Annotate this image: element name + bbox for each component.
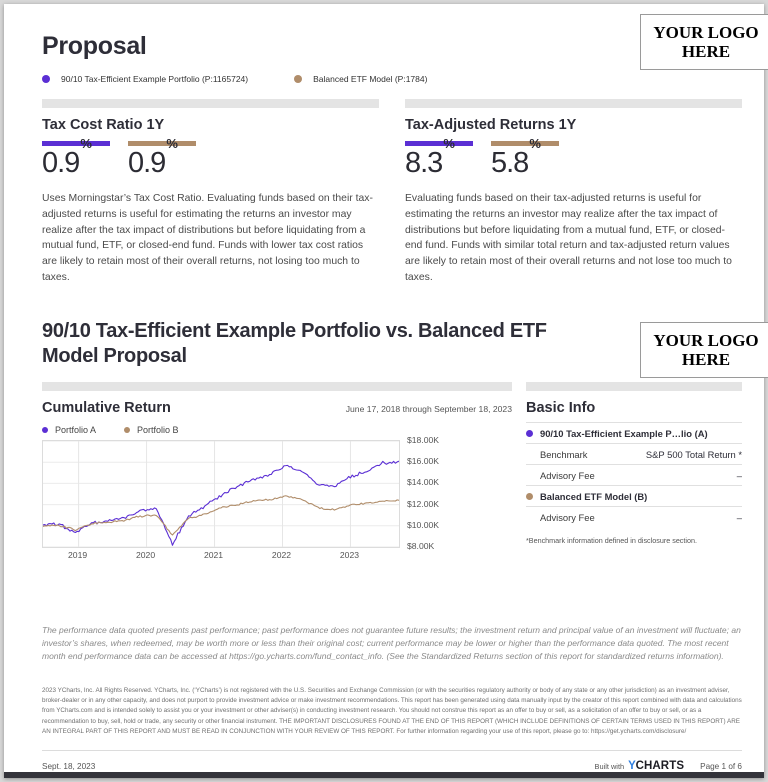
metrics-row bbox=[42, 99, 742, 286]
chart-line-portfolio-a bbox=[43, 461, 399, 545]
y-axis-tick-label: $14.00K bbox=[407, 477, 440, 488]
accent-bar-a bbox=[405, 141, 473, 146]
section-divider-bar bbox=[526, 382, 742, 391]
plot-area bbox=[42, 435, 512, 560]
basic-info-value: S&P 500 Total Return * bbox=[645, 449, 742, 460]
page-title: Proposal bbox=[42, 32, 147, 60]
y-axis-tick-label: $12.00K bbox=[407, 498, 440, 509]
logo-line-2: HERE bbox=[681, 350, 731, 369]
legend-dot-icon bbox=[294, 75, 302, 83]
chart-svg bbox=[43, 441, 399, 547]
legend-dot-icon bbox=[124, 427, 130, 433]
metric-number-a: 8.3 bbox=[405, 147, 443, 179]
ycharts-wordmark: CHARTS bbox=[635, 760, 685, 772]
chart-line-portfolio-b bbox=[43, 496, 399, 535]
metric-value-a bbox=[405, 135, 491, 179]
ycharts-logo-icon: Y bbox=[628, 760, 636, 772]
chart-date-range: June 17, 2018 through September 18, 2023 bbox=[345, 404, 512, 414]
metric-number-b: 5.8 bbox=[491, 147, 529, 179]
footer-divider bbox=[42, 750, 742, 751]
x-axis-tick-label: 2023 bbox=[339, 550, 360, 560]
chart-legend bbox=[42, 425, 512, 440]
logo-line-2: HERE bbox=[681, 42, 731, 61]
basic-info-panel bbox=[526, 382, 742, 548]
metric-unit-a: % bbox=[443, 135, 454, 151]
basic-info-value: – bbox=[736, 512, 742, 523]
logo-placeholder-top bbox=[640, 14, 768, 70]
legend-item bbox=[294, 74, 427, 84]
chart-legend-label: Portfolio B bbox=[137, 425, 179, 435]
cumulative-return-chart bbox=[42, 382, 512, 560]
basic-info-label: Balanced ETF Model (B) bbox=[540, 491, 648, 502]
metric-value-b bbox=[491, 135, 577, 179]
legal-disclaimer: 2023 YCharts, Inc. All Rights Reserved. YCharts, Inc. (‘YCharts’) is not registered with the U.S. Securities and Exchange Commission (or with the securities regulatory authority or body of any state or any other jurisdiction) as an investment adviser, broker-dealer or in any other capacity, and does not purport to provide investment advice or make investment recommendations. This report has been generated using data manually input by the creator of this report combined with data and calculations from YCharts.com and is intended solely to assist you or your investment or other adviser(s) in conducting investment research. You should not construe this report as an offer to buy or sell, as a solicitation of an offer to buy or sell, or as a recommendation to buy, sell, hold or trade, any security or other financial instrument. THE IMPORTANT DISCLOSURES FOUND AT THE END OF THIS REPORT (WHICH INCLUDE DEFINITIONS OF CERTAIN TERMS USED IN THIS REPORT) ARE AN INTEGRAL PART OF THIS REPORT AND MUST BE READ IN CONJUNCTION WITH YOUR REVIEW OF THIS REPORT. For further information regarding your use of this report, please go to: https://get.ycharts.com/disclosure/ bbox=[42, 687, 742, 735]
section-divider-bar bbox=[405, 99, 742, 108]
x-axis-tick-label: 2020 bbox=[136, 550, 156, 560]
x-axis-tick-label: 2022 bbox=[271, 550, 292, 560]
basic-info-label: 90/10 Tax-Efficient Example P…lio (A) bbox=[540, 428, 708, 439]
basic-info-group-row bbox=[526, 422, 742, 443]
legend-dot-icon bbox=[42, 427, 48, 433]
basic-info-value: – bbox=[736, 470, 742, 481]
metric-value-b bbox=[128, 135, 214, 179]
basic-info-label: Advisory Fee bbox=[540, 512, 595, 523]
logo-placeholder-chart bbox=[640, 322, 768, 378]
x-axis-tick-label: 2019 bbox=[68, 550, 88, 560]
metric-number-b: 0.9 bbox=[128, 147, 166, 179]
metric-title: Tax Cost Ratio 1Y bbox=[42, 117, 165, 133]
chart-section bbox=[42, 382, 742, 560]
metric-unit-b: % bbox=[166, 135, 177, 151]
y-axis-tick-label: $10.00K bbox=[407, 519, 440, 530]
basic-info-label: Benchmark bbox=[540, 449, 588, 460]
section-divider-bar bbox=[42, 382, 512, 391]
metric-title: Tax-Adjusted Returns 1Y bbox=[405, 117, 577, 133]
legend-dot-icon bbox=[526, 493, 533, 500]
logo-line-1: YOUR LOGO bbox=[653, 22, 759, 42]
basic-info-row bbox=[526, 464, 742, 485]
legend-dot-icon bbox=[42, 75, 50, 83]
metric-description: Evaluating funds based on their tax-adjusted returns is useful for estimating the returns an investor may realize after the tax impact of distributions but before liquidating from a mutual fund, ETF, or closed-end fund. Funds with similar total return and tax-adjusted return values are likely to retain most of their overall returns and not lose too much to taxes. bbox=[405, 193, 732, 284]
chart-legend-label: Portfolio A bbox=[55, 425, 97, 435]
section-title: 90/10 Tax-Efficient Example Portfolio vs. Balanced ETF Model Proposal bbox=[42, 320, 547, 367]
metric-description: Uses Morningstar’s Tax Cost Ratio. Evaluating funds based on their tax-adjusted returns is useful for estimating the returns an investor may realize after the tax impact of distributions but before liquidating from a mutual fund, ETF, or closed-end fund. Funds with lower tax cost ratios are likely to retain most of their overall returns, not losing too much to taxes. bbox=[42, 193, 373, 284]
built-with-label: Built with bbox=[594, 762, 625, 771]
metric-number-a: 0.9 bbox=[42, 147, 80, 179]
performance-disclaimer: The performance data quoted presents past performance; past performance does not guarantee future results; the investment return and principal value of an investment will fluctuate; an investor’s shares, when redeemed, may be worth more or less than their original cost; current performance may be lower or higher than the performance data quoted. The most recent month end performance data can be accessed at https://go.ycharts.com/fund_contact_info. (See the Standardized Returns section of this report for standardized returns information). bbox=[42, 625, 741, 662]
basic-info-table bbox=[526, 422, 742, 527]
metric-values bbox=[42, 135, 379, 179]
report-page bbox=[4, 4, 764, 778]
y-axis-tick-label: $8.00K bbox=[407, 541, 435, 551]
x-axis-labels bbox=[42, 550, 400, 566]
chart-legend-item-a bbox=[42, 425, 96, 435]
basic-info-title: Basic Info bbox=[526, 400, 596, 416]
metric-card-tax-cost-ratio bbox=[42, 99, 379, 286]
legend-item bbox=[42, 74, 248, 84]
section-divider-bar bbox=[42, 99, 379, 108]
basic-info-row bbox=[526, 506, 742, 527]
basic-info-row bbox=[526, 443, 742, 464]
accent-bar-a bbox=[42, 141, 110, 146]
accent-bar-b bbox=[491, 141, 559, 146]
benchmark-note: *Benchmark information defined in disclosure section. bbox=[526, 536, 697, 545]
page-bottom-band bbox=[4, 772, 764, 778]
chart-legend-item-b bbox=[124, 425, 179, 435]
footer-date: Sept. 18, 2023 bbox=[42, 761, 96, 771]
legend-dot-icon bbox=[526, 430, 533, 437]
basic-info-label: Advisory Fee bbox=[540, 470, 595, 481]
basic-info-group-row bbox=[526, 485, 742, 506]
chart-title: Cumulative Return bbox=[42, 400, 171, 416]
y-axis-tick-label: $18.00K bbox=[407, 435, 440, 445]
metric-unit-b: % bbox=[529, 135, 540, 151]
accent-bar-b bbox=[128, 141, 196, 146]
metric-card-tax-adjusted-returns bbox=[405, 99, 742, 286]
page-footer bbox=[42, 760, 742, 772]
legend-label: Balanced ETF Model (P:1784) bbox=[313, 74, 428, 84]
plot-box bbox=[42, 440, 400, 548]
metric-value-a bbox=[42, 135, 128, 179]
portfolio-legend bbox=[42, 74, 473, 84]
x-axis-tick-label: 2021 bbox=[203, 550, 224, 560]
metric-unit-a: % bbox=[80, 135, 91, 151]
y-axis-tick-label: $16.00K bbox=[407, 456, 440, 467]
metric-values bbox=[405, 135, 742, 179]
logo-line-1: YOUR LOGO bbox=[653, 330, 759, 350]
y-axis-labels bbox=[407, 435, 477, 551]
page-number: Page 1 of 6 bbox=[700, 762, 742, 771]
legend-label: 90/10 Tax-Efficient Example Portfolio (P:1165724) bbox=[61, 74, 249, 84]
